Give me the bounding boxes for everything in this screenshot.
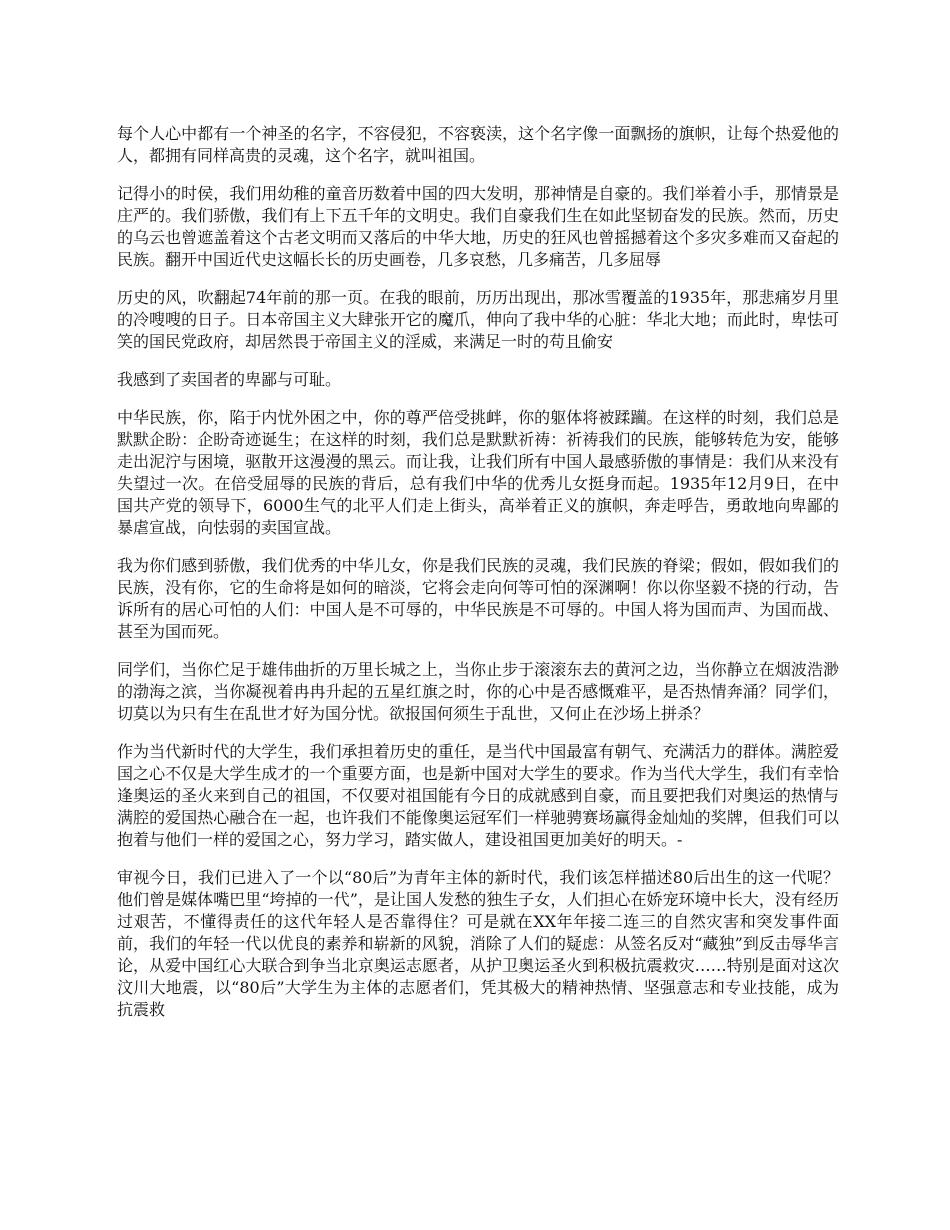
paragraph-1: 每个人心中都有一个神圣的名字，不容侵犯，不容亵渎，这个名字像一面飘扬的旗帜，让每个热爱他的人，都拥有同样高贵的灵魂，这个名字，就叫祖国。 [117, 124, 839, 165]
paragraph-9: 审视今日，我们已进入了一个以“80后”为青年主体的新时代，我们该怎样描述80后出生的这一代呢？他们曾是媒体嘴巴里“垮掉的一代”，是让国人发愁的独生子女，人们担心在娇宠环境中长大，没有经历过艰苦，不懂得责任的这代年轻人是否靠得住？可是就在XX年年接二连三的自然灾害和突发事件面前，我们的年轻一代以优良的素养和崭新的风貌，消除了人们的疑虑：从签名反对“藏独”到反击辱华言论，从爱中国红心大联合到争当北京奥运志愿者，从护卫奥运圣火到积极抗震救灾……特别是面对这次汶川大地震，以“80后”大学生为主体的志愿者们，凭其极大的精神热情、坚强意志和专业技能，成为抗震救 [117, 868, 839, 1019]
paragraph-3: 历史的风，吹翻起74年前的那一页。在我的眼前，历历出现出，那冰雪覆盖的1935年，那悲痛岁月里的冷嗖嗖的日子。日本帝国主义大肆张开它的魔爪，伸向了我中华的心脏：华北大地；而此时，卑怯可笑的国民党政府，却居然畏于帝国主义的淫威，来满足一时的苟且偷安 [117, 288, 839, 351]
paragraph-6: 我为你们感到骄傲，我们优秀的中华儿女，你是我们民族的灵魂，我们民族的脊梁；假如，假如我们的民族，没有你，它的生命将是如何的暗淡，它将会走向何等可怕的深渊啊！你以你坚毅不挠的行动，告诉所有的居心可怕的人们：中国人是不可辱的，中华民族是不可辱的。中国人将为国而声、为国而战、甚至为国而死。 [117, 556, 839, 641]
document-body [117, 123, 839, 1037]
paragraph-8: 作为当代新时代的大学生，我们承担着历史的重任，是当代中国最富有朝气、充满活力的群体。满腔爱国之心不仅是大学生成才的一个重要方面，也是新中国对大学生的要求。作为当代大学生，我们有幸恰逢奥运的圣火来到自己的祖国，不仅要对祖国能有今日的成就感到自豪，而且要把我们对奥运的热情与满腔的爱国热心融合在一起，也许我们不能像奥运冠军们一样驰骋赛场赢得金灿灿的奖牌，但我们可以抱着与他们一样的爱国之心，努力学习，踏实做人，建设祖国更加美好的明天。- [117, 742, 839, 849]
paragraph-5: 中华民族，你，陷于内忧外困之中，你的尊严倍受挑衅，你的躯体将被蹂躏。在这样的时刻，我们总是默默企盼：企盼奇迹诞生；在这样的时刻，我们总是默默祈祷：祈祷我们的民族，能够转危为安，能够走出泥泞与困境，驱散开这漫漫的黑云。而让我，让我们所有中国人最感骄傲的事情是：我们从来没有失望过一次。在倍受屈辱的民族的背后，总有我们中华的优秀儿女挺身而起。1935年12月9日，在中国共产党的领导下，6000生气的北平人们走上街头，高举着正义的旗帜，奔走呼告，勇敢地向卑鄙的暴虐宣战，向怯弱的卖国宣战。 [117, 408, 839, 537]
paragraph-4: 我感到了卖国者的卑鄙与可耻。 [117, 370, 342, 389]
paragraph-2: 记得小的时侯，我们用幼稚的童音历数着中国的四大发明，那神情是自豪的。我们举着小手，那情景是庄严的。我们骄傲，我们有上下五千年的文明史。我们自豪我们生在如此坚韧奋发的民族。然而，历史的乌云也曾遮盖着这个古老文明而又落后的中华大地，历史的狂风也曾摇撼着这个多灾多难而又奋起的民族。翻开中国近代史这幅长长的历史画卷，几多哀愁，几多痛苦，几多屈辱 [117, 184, 839, 269]
paragraph-7: 同学们，当你伫足于雄伟曲折的万里长城之上，当你止步于滚滚东去的黄河之边，当你静立在烟波浩渺的渤海之滨，当你凝视着冉冉升起的五星红旗之时，你的心中是否感慨难平，是否热情奔涌？同学们，切莫以为只有生在乱世才好为国分忧。欲报国何须生于乱世，又何止在沙场上拼杀？ [117, 660, 839, 723]
